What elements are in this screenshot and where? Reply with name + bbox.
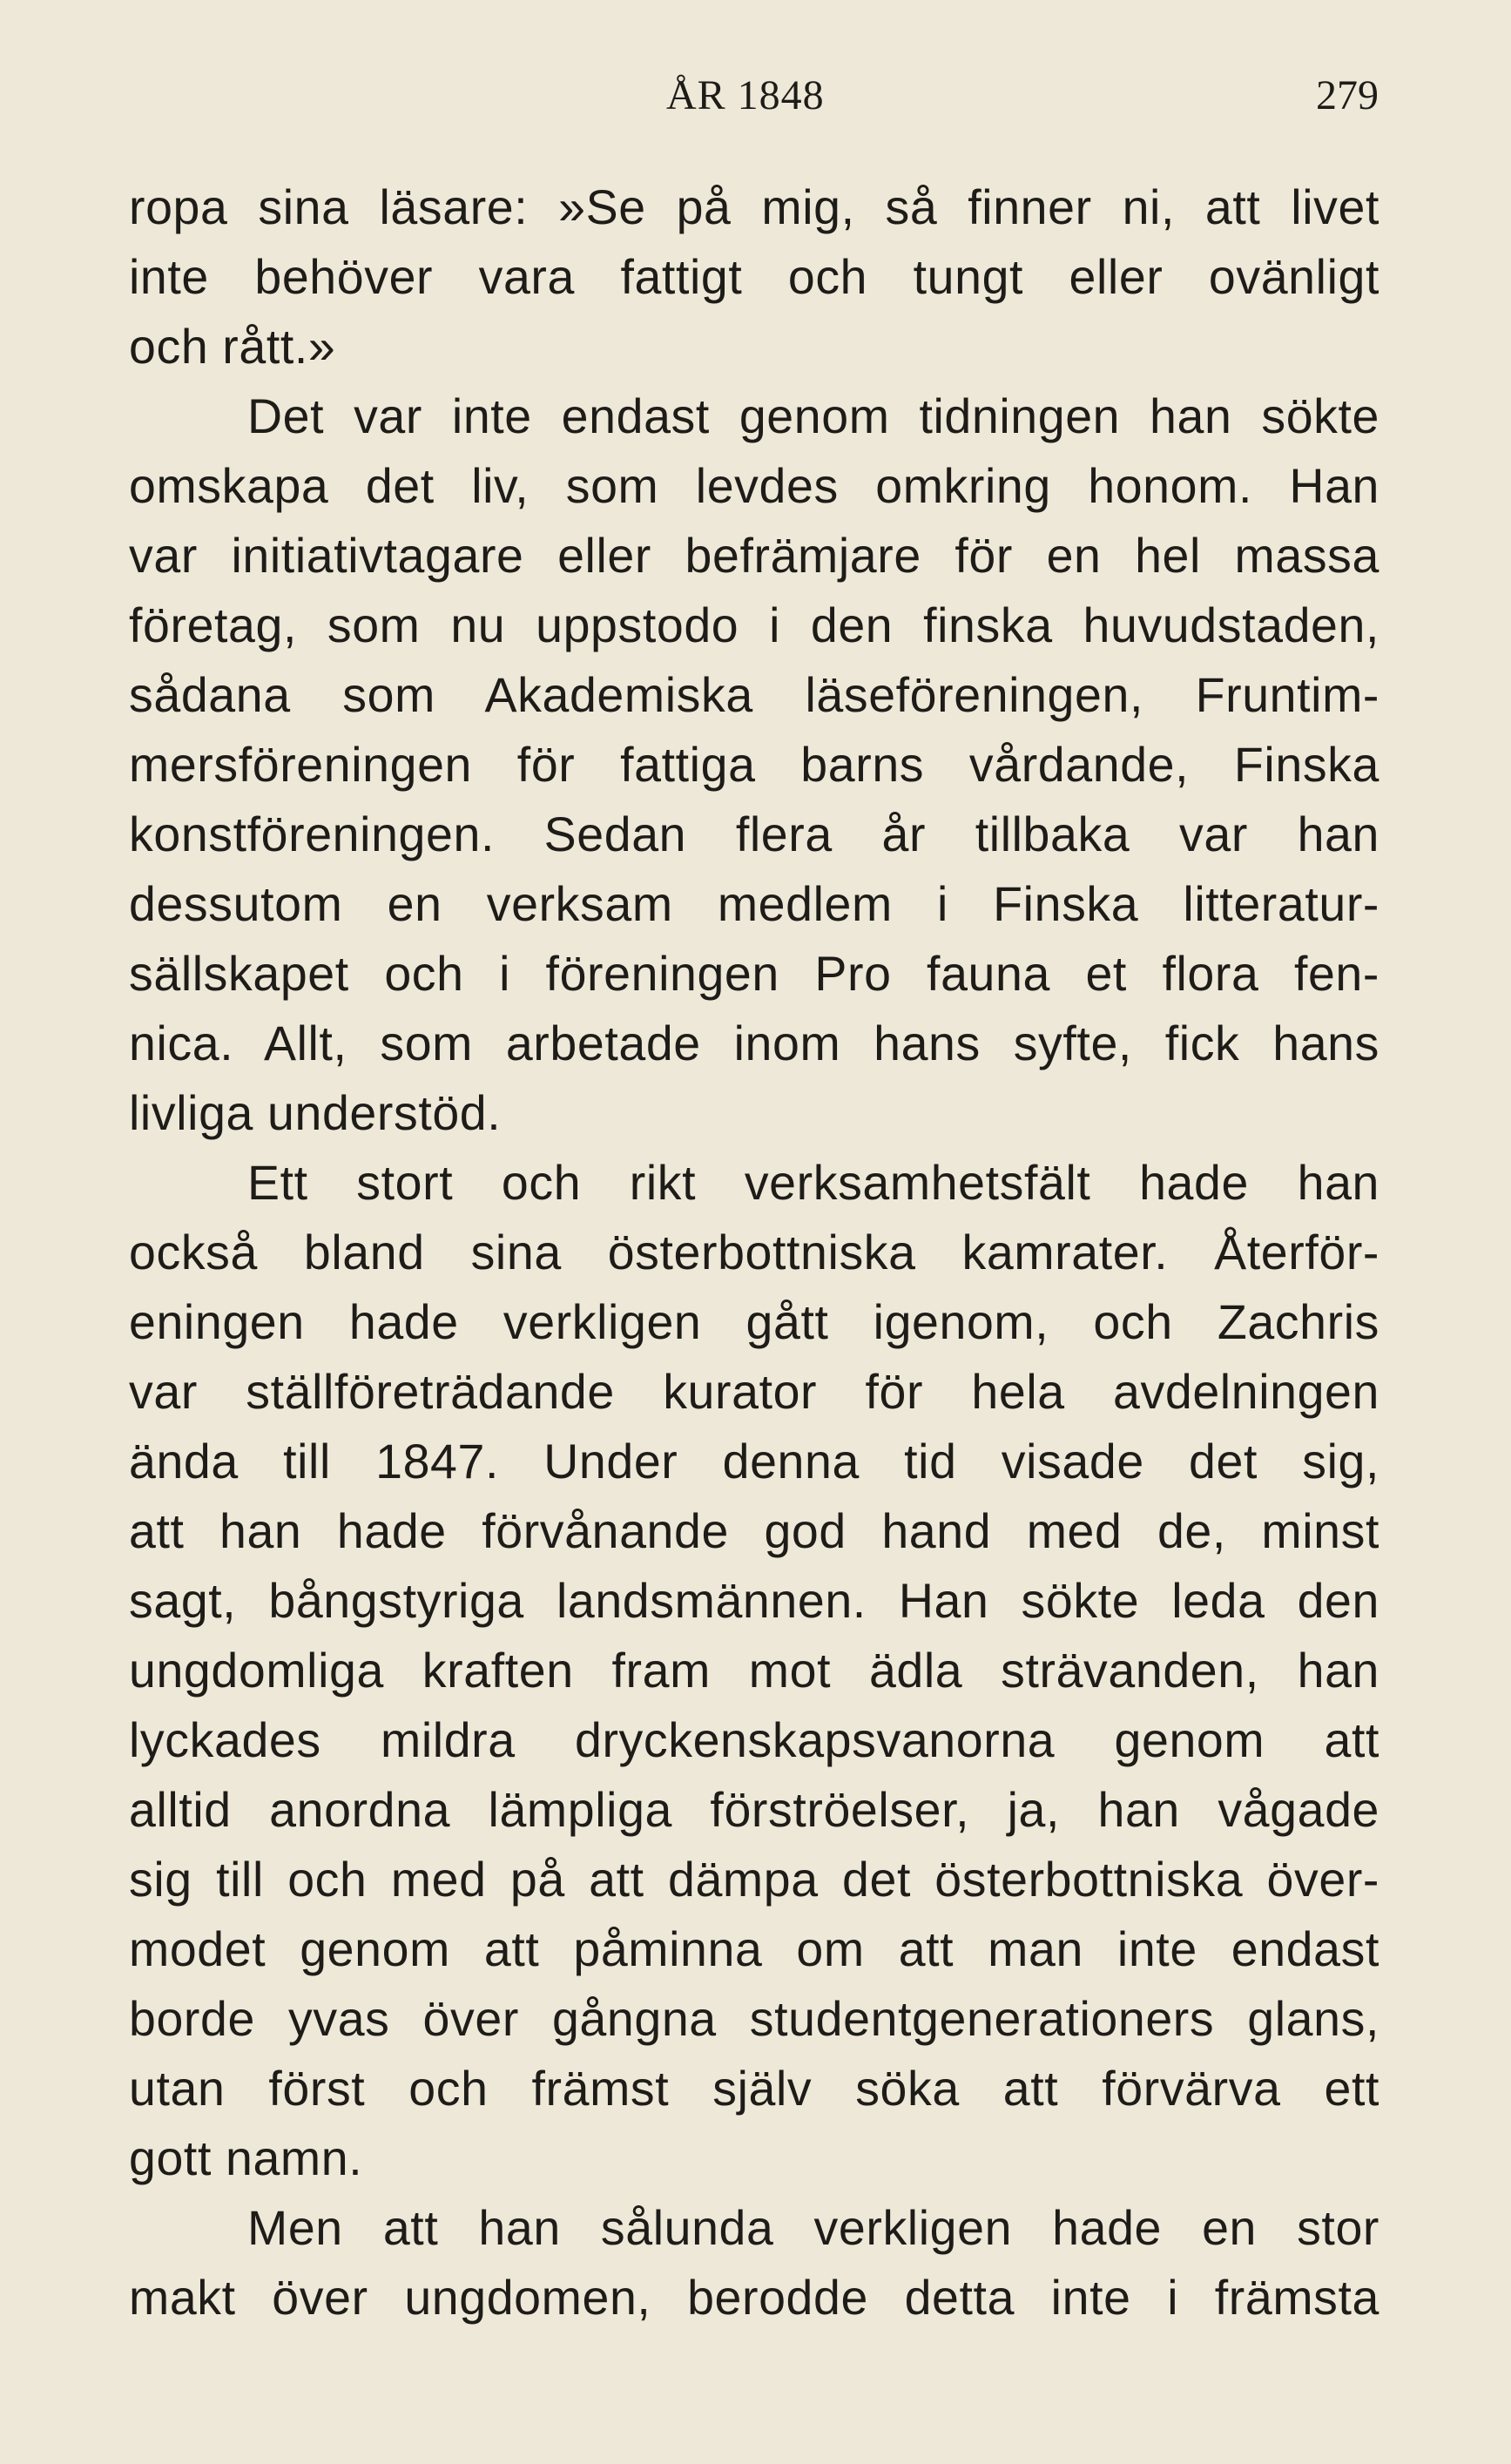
text-line: ropa sina läsare: »Se på mig, så finner ni, att livet — [129, 180, 1379, 234]
paragraph — [129, 2193, 1379, 2332]
text-line: ungdomliga kraften fram mot ädla strävanden, han — [129, 1644, 1379, 1698]
running-head: ÅR 1848 — [666, 72, 825, 118]
page-header — [0, 71, 1511, 132]
paragraph — [129, 381, 1379, 1148]
text-line: omskapa det liv, som levdes omkring honom. Han — [129, 459, 1379, 513]
text-line: mersföreningen för fattiga barns vårdande, Finska — [129, 738, 1379, 792]
text-line: eningen hade verkligen gått igenom, och Zachris — [129, 1295, 1379, 1349]
page-number: 279 — [1316, 72, 1379, 118]
text-line: också bland sina österbottniska kamrater. Återför- — [129, 1225, 1379, 1279]
paragraph — [129, 1148, 1379, 2193]
text-line: sagt, bångstyriga landsmännen. Han sökte leda den — [129, 1574, 1379, 1628]
text-line: borde yvas över gångna studentgenerationers glans, — [129, 1992, 1379, 2046]
text-line: sådana som Akademiska läseföreningen, Fruntim- — [129, 668, 1379, 722]
text-line: livliga understöd. — [129, 1086, 502, 1140]
text-line: var initiativtagare eller befrämjare för en hel massa — [129, 529, 1379, 583]
text-line: utan först och främst själv söka att förvärva ett — [129, 2062, 1379, 2116]
text-line: alltid anordna lämpliga förströelser, ja, han vågade — [129, 1783, 1379, 1837]
text-line: modet genom att påminna om att man inte endast — [129, 1922, 1379, 1976]
paragraph — [129, 172, 1379, 381]
text-line: gott namn. — [129, 2131, 363, 2185]
text-line: makt över ungdomen, berodde detta inte i främsta — [129, 2271, 1379, 2325]
text-line: konstföreningen. Sedan flera år tillbaka var han — [129, 807, 1379, 861]
text-line: ända till 1847. Under denna tid visade det sig, — [129, 1435, 1379, 1489]
text-line: sig till och med på att dämpa det österbottniska över- — [129, 1853, 1379, 1907]
text-line: nica. Allt, som arbetade inom hans syfte, fick hans — [129, 1016, 1379, 1070]
body-text — [129, 172, 1379, 2332]
text-line: sällskapet och i föreningen Pro fauna et flora fen- — [129, 947, 1379, 1001]
text-line: företag, som nu uppstodo i den finska huvudstaden, — [129, 598, 1379, 652]
text-line: lyckades mildra dryckenskapsvanorna genom att — [129, 1713, 1379, 1767]
text-line: dessutom en verksam medlem i Finska litteratur- — [129, 877, 1379, 931]
text-line: var ställföreträdande kurator för hela avdelningen — [129, 1365, 1379, 1419]
text-line: Ett stort och rikt verksamhetsfält hade han — [247, 1156, 1379, 1210]
text-line: inte behöver vara fattigt och tungt eller ovänligt — [129, 250, 1379, 304]
text-line: och rått.» — [129, 320, 336, 374]
text-line: Det var inte endast genom tidningen han sökte — [247, 389, 1379, 443]
text-line: att han hade förvånande god hand med de, minst — [129, 1504, 1379, 1558]
text-line: Men att han sålunda verkligen hade en stor — [247, 2201, 1379, 2255]
